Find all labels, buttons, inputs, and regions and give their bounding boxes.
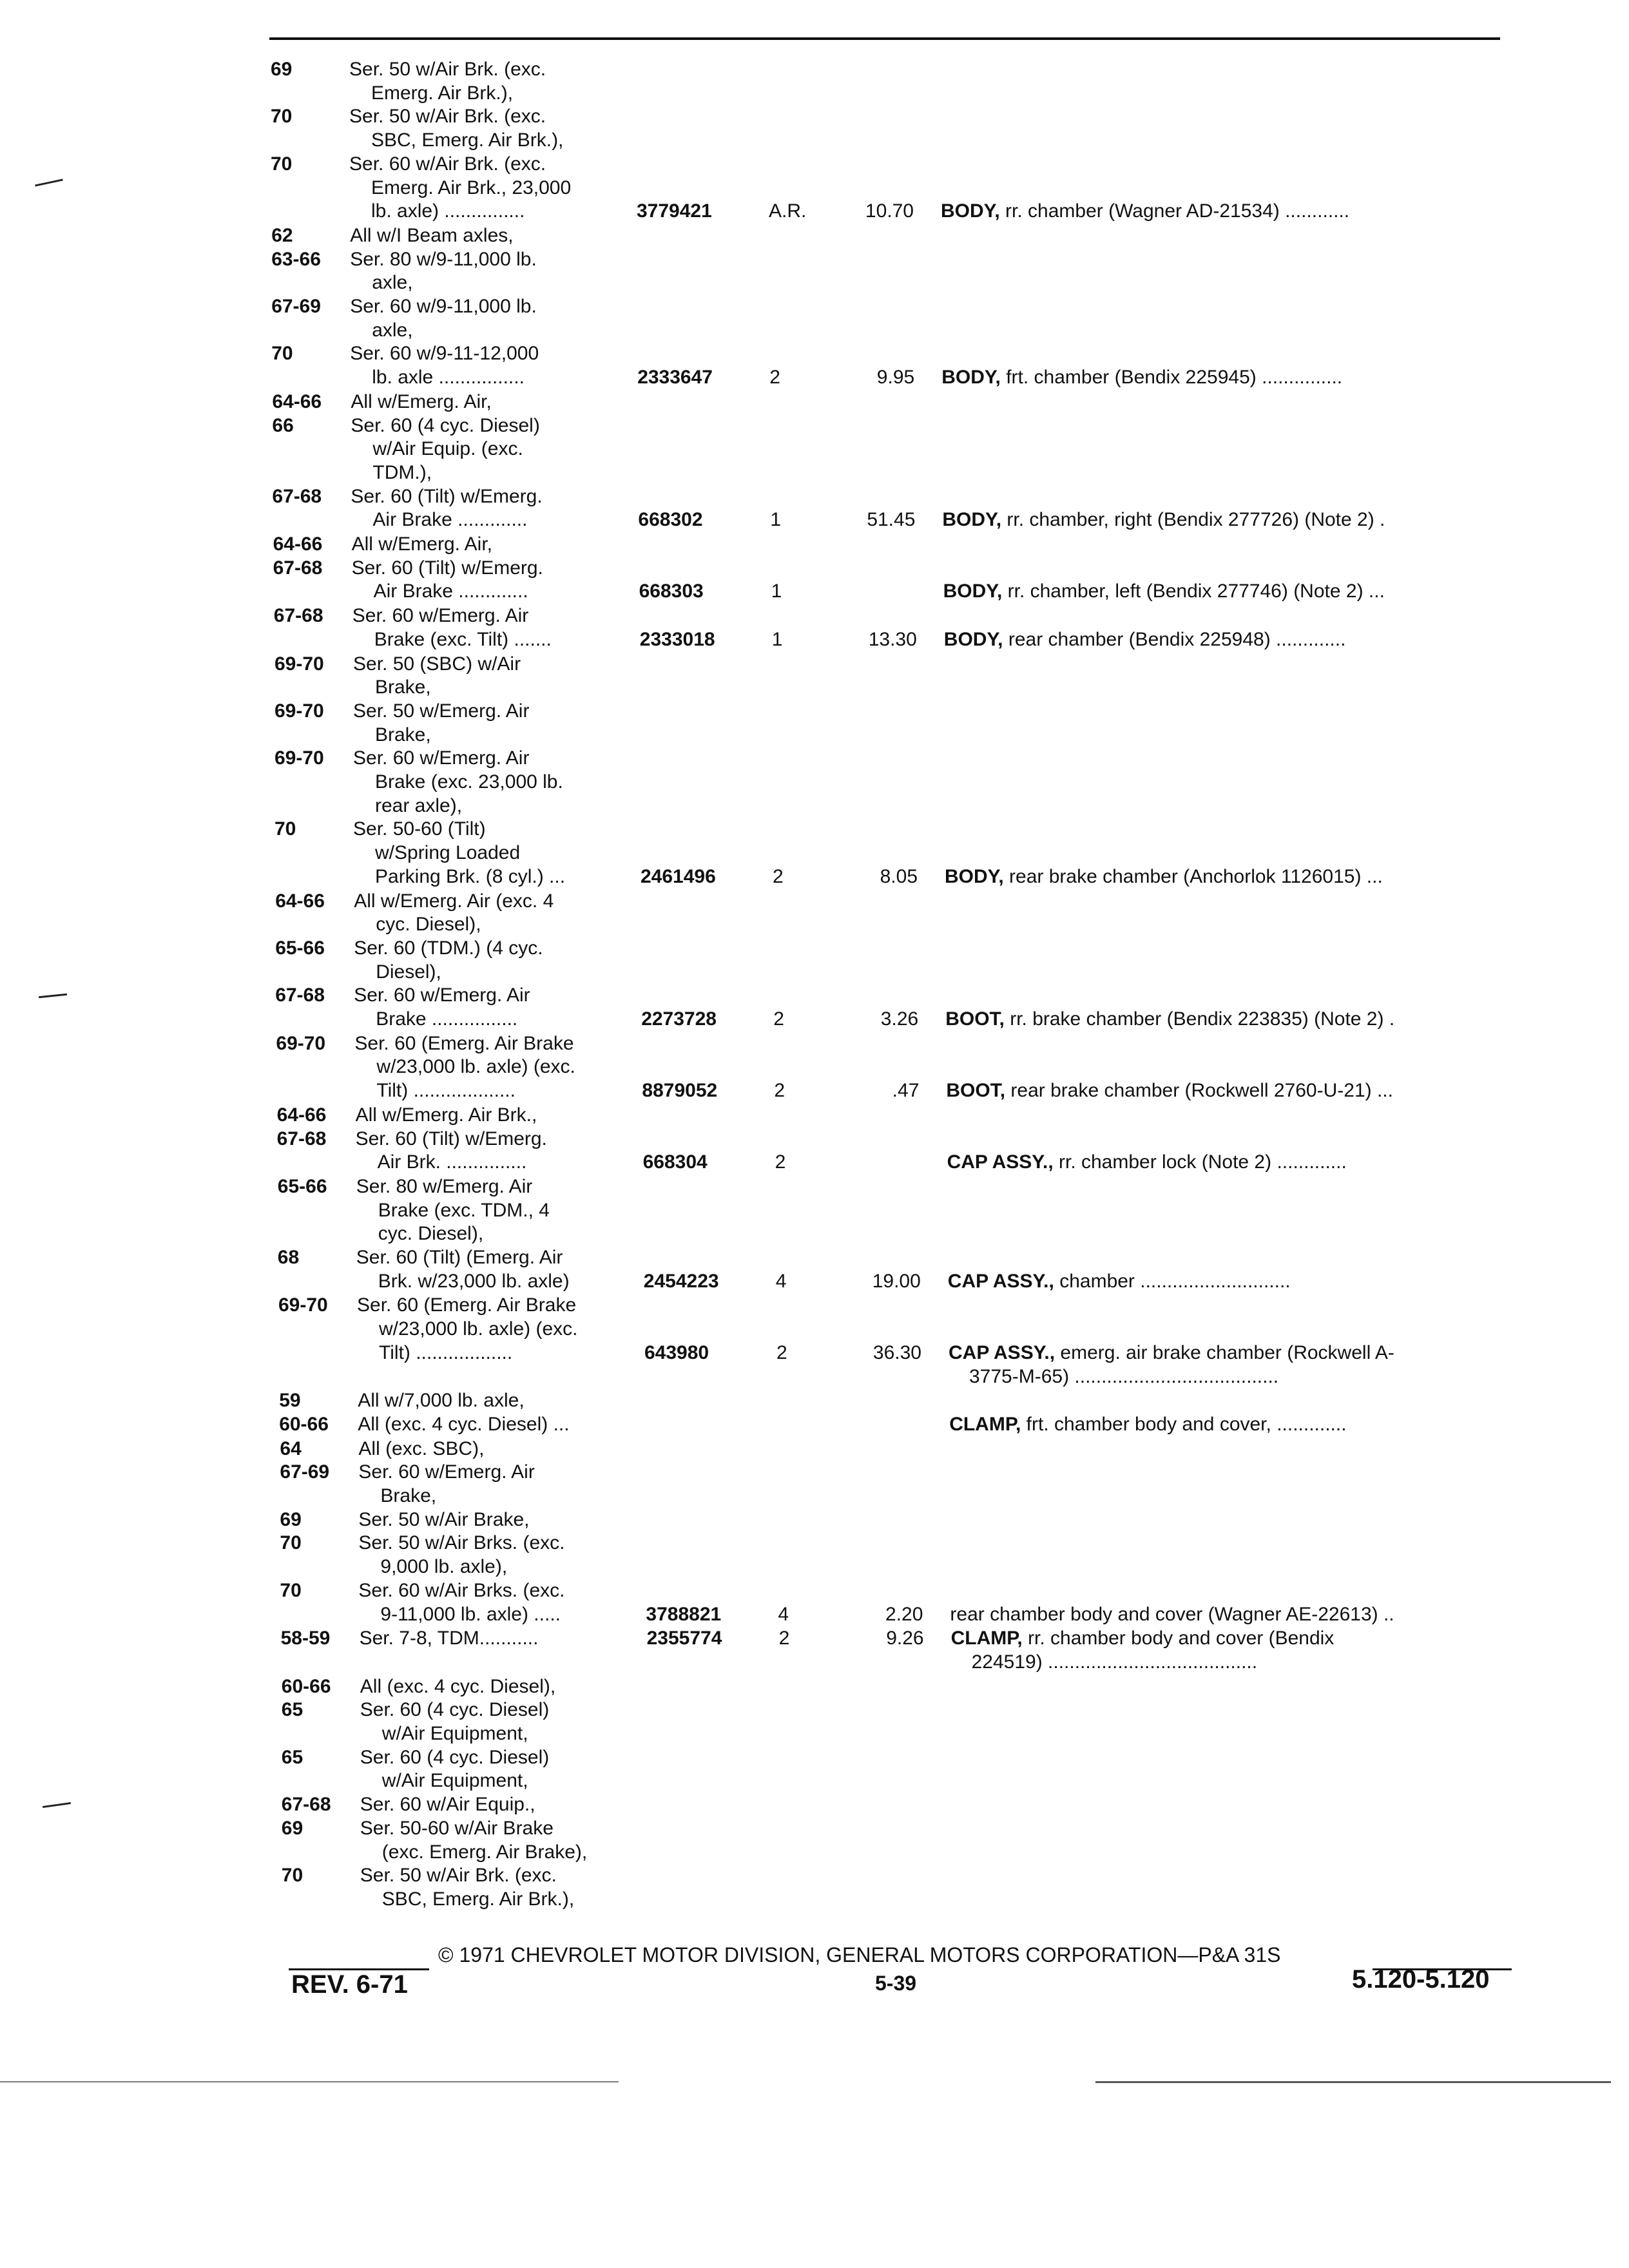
model-year: 64 (280, 1437, 302, 1459)
quantity: A.R. (769, 200, 807, 222)
model-year: 58-59 (280, 1628, 331, 1649)
application-line: w/Air Equipment, (381, 1723, 528, 1744)
part-name: CAP ASSY., (949, 1341, 1055, 1363)
model-year: 65 (281, 1699, 304, 1721)
application-line: Ser. 50 w/Air Brks. (exc. (358, 1532, 565, 1554)
list-price: 8.05 (880, 865, 918, 887)
part-name: BOOT, (946, 1080, 1006, 1102)
application-line: 9,000 lb. axle), (380, 1556, 508, 1578)
application-line: Ser. 60 w/Air Brks. (exc. (358, 1579, 565, 1601)
part-name: CAP ASSY., (947, 1270, 1054, 1292)
application-line: w/23,000 lb. axle) (exc. (379, 1318, 578, 1340)
model-year: 59 (279, 1390, 301, 1412)
quantity: 1 (770, 509, 782, 531)
application-line: Ser. 50 w/Air Brk. (exc. (349, 59, 546, 80)
part-description: emerg. air brake chamber (Rockwell A- (1060, 1341, 1394, 1363)
model-year: 67-68 (272, 485, 322, 507)
margin-mark (35, 178, 63, 186)
model-year: 69-70 (275, 747, 324, 769)
part-description: rear brake chamber (Anchorlok 1126015) ... (1009, 865, 1383, 887)
nomenclature (950, 1603, 1394, 1626)
quantity: 2 (774, 1080, 786, 1102)
part-description: frt. chamber body and cover, ............. (1026, 1413, 1347, 1435)
application-line: Ser. 60 w/Air Brk. (exc. (349, 153, 546, 175)
model-year: 64-66 (275, 890, 325, 912)
list-price: 3.26 (880, 1008, 919, 1030)
application-line: Ser. 80 w/9-11,000 lb. (350, 248, 537, 270)
application-line: All (exc. 4 cyc. Diesel) ... (358, 1413, 570, 1435)
application-line: Ser. 60 (4 cyc. Diesel) (351, 414, 540, 436)
part-name: CAP ASSY., (947, 1151, 1054, 1173)
copyright-line: © 1971 CHEVROLET MOTOR DIVISION, GENERAL MOTORS CORPORATION—P&A 31S (438, 1943, 1281, 1966)
application-line: Tilt) ................... (376, 1080, 516, 1102)
part-description: rr. chamber, right (Bendix 277726) (Note 2) . (1007, 509, 1385, 531)
part-name: BODY, (945, 865, 1004, 887)
page-number: 5-39 (875, 1972, 917, 1995)
model-year: 67-68 (273, 557, 323, 579)
part-description: rr. chamber body and cover (Bendix (1028, 1628, 1335, 1649)
part-name: BODY, (941, 200, 1000, 222)
nomenclature (943, 580, 1385, 603)
application-line: Ser. 50 w/Air Brk. (exc. (349, 106, 546, 128)
model-year: 67-68 (273, 605, 323, 627)
part-number: 3779421 (637, 200, 712, 222)
part-name: BODY, (943, 628, 1003, 650)
part-number: 8879052 (642, 1080, 718, 1102)
nomenclature (949, 1413, 1346, 1436)
nomenclature (951, 1627, 1335, 1650)
model-year: 70 (271, 153, 293, 175)
application-line: Brake, (375, 724, 431, 745)
part-number: 643980 (644, 1341, 709, 1363)
list-price: 13.30 (868, 628, 917, 650)
application-line: axle, (372, 319, 413, 341)
bottom-scan-rule (0, 2081, 619, 2082)
application-line: cyc. Diesel), (378, 1223, 484, 1245)
list-price: 2.20 (885, 1603, 923, 1625)
application-line: Diesel), (376, 961, 441, 983)
application-line: Ser. 60 (4 cyc. Diesel) (360, 1699, 550, 1721)
application-line: Ser. 50-60 (Tilt) (353, 818, 486, 840)
application-line: Ser. 60 (TDM.) (4 cyc. (354, 937, 543, 959)
list-price: 51.45 (867, 509, 916, 531)
nomenclature (948, 1270, 1291, 1293)
application-line: Ser. 60 (Tilt) (Emerg. Air (356, 1247, 563, 1268)
nomenclature (945, 865, 1383, 889)
quantity: 2 (773, 865, 784, 887)
application-line: Ser. 60 w/9-11-12,000 (350, 343, 539, 365)
part-description: rear brake chamber (Rockwell 2760-U-21) ... (1010, 1080, 1393, 1102)
part-description: rr. chamber lock (Note 2) ............. (1059, 1151, 1347, 1173)
application-line: Brake, (380, 1485, 437, 1506)
model-year: 67-68 (276, 1128, 327, 1149)
part-description: frt. chamber (Bendix 225945) ............... (1006, 367, 1343, 389)
application-line: SBC, Emerg. Air Brk.), (371, 130, 564, 151)
model-year: 68 (277, 1247, 300, 1268)
model-year: 67-69 (271, 296, 321, 317)
application-line: axle, (372, 272, 413, 294)
model-year: 70 (280, 1579, 302, 1601)
application-line: Air Brake ............. (372, 509, 528, 531)
application-line: lb. axle) ............... (371, 200, 525, 222)
application-line: TDM.), (372, 461, 432, 483)
model-year: 60-66 (281, 1675, 331, 1697)
nomenclature (949, 1341, 1394, 1365)
list-price: 10.70 (865, 200, 914, 222)
application-line: Ser. 50-60 w/Air Brake (360, 1817, 554, 1839)
part-name: CLAMP, (950, 1628, 1023, 1649)
list-price: 9.95 (876, 367, 915, 389)
model-year: 64-66 (272, 390, 322, 412)
application-line: Ser. 60 (Tilt) w/Emerg. (351, 485, 543, 507)
part-name: BODY, (942, 509, 1002, 531)
margin-mark (43, 1802, 71, 1808)
part-number: 668302 (638, 509, 703, 531)
model-year: 60-66 (279, 1413, 329, 1435)
model-year: 69 (281, 1817, 304, 1839)
application-line: All (exc. SBC), (358, 1437, 485, 1459)
application-line: Air Brake ............. (373, 581, 528, 602)
part-name: BODY, (941, 367, 1001, 389)
application-line: Brake (exc. TDM., 4 (378, 1199, 550, 1221)
model-year: 70 (281, 1865, 304, 1887)
part-description: 3775-M-65) ...................................... (969, 1365, 1279, 1387)
quantity: 2 (778, 1628, 790, 1649)
model-year: 66 (272, 414, 294, 436)
model-year: 64-66 (276, 1104, 327, 1126)
quantity: 2 (775, 1151, 786, 1173)
part-description: rear chamber body and cover (Wagner AE-22613) .. (950, 1603, 1394, 1625)
application-line: Brake, (375, 677, 431, 698)
part-description: rear chamber (Bendix 225948) ............. (1008, 628, 1346, 650)
application-line: Ser. 50 w/Emerg. Air (353, 700, 530, 722)
application-line: Ser. 60 (Tilt) w/Emerg. (355, 1128, 547, 1149)
application-line: Brake ................ (376, 1008, 518, 1030)
model-year: 63-66 (271, 248, 321, 270)
application-line: Ser. 60 w/Emerg. Air (352, 605, 529, 627)
application-line: All w/Emerg. Air, (351, 390, 492, 412)
part-number: 3788821 (646, 1603, 722, 1625)
model-year: 70 (275, 818, 296, 840)
application-line: Ser. 60 w/9-11,000 lb. (350, 296, 537, 317)
application-line: Tilt) .................. (379, 1341, 513, 1363)
model-year: 70 (271, 343, 293, 365)
application-line: All w/Emerg. Air, (351, 533, 492, 555)
application-line: Ser. 60 (4 cyc. Diesel) (360, 1746, 550, 1768)
application-line: 9-11,000 lb. axle) ..... (380, 1603, 561, 1625)
revision-label: REV. 6-71 (291, 1970, 408, 1999)
part-number: 2333018 (639, 628, 715, 650)
application-line: SBC, Emerg. Air Brk.), (381, 1888, 575, 1910)
part-description: rr. chamber (Wagner AD-21534) ............ (1005, 200, 1350, 222)
part-description: rr. chamber, left (Bendix 277746) (Note 2) ... (1007, 581, 1385, 602)
application-line: w/Air Equip. (exc. (372, 438, 523, 460)
model-year: 62 (271, 224, 293, 246)
application-line: Ser. 50 w/Air Brake, (358, 1508, 530, 1530)
application-line: Ser. 60 (Tilt) w/Emerg. (351, 557, 543, 579)
application-line: All w/Emerg. Air Brk., (355, 1104, 537, 1126)
part-name: BODY, (943, 581, 1003, 602)
part-name: BOOT, (945, 1008, 1005, 1030)
nomenclature (947, 1151, 1347, 1174)
part-number: 2454223 (643, 1270, 719, 1292)
application-line: Ser. 60 (Emerg. Air Brake (354, 1032, 574, 1054)
model-year: 69-70 (276, 1032, 326, 1054)
model-year: 69 (280, 1508, 302, 1530)
part-number: 668303 (639, 581, 704, 602)
application-line: Ser. 7-8, TDM........... (359, 1628, 539, 1649)
nomenclature (944, 628, 1346, 651)
quantity: 2 (769, 367, 780, 389)
model-year: 67-68 (281, 1794, 331, 1816)
application-line: Ser. 60 w/Emerg. Air (358, 1461, 535, 1483)
model-year: 67-69 (280, 1461, 330, 1483)
application-line: cyc. Diesel), (376, 914, 481, 936)
list-price: .47 (892, 1080, 920, 1102)
application-line: Brake (exc. Tilt) ....... (374, 628, 552, 650)
part-description: chamber ............................ (1059, 1270, 1291, 1292)
model-year: 65 (281, 1746, 304, 1768)
application-line: (exc. Emerg. Air Brake), (381, 1841, 588, 1863)
model-year: 70 (280, 1532, 302, 1554)
part-number: 668304 (642, 1151, 708, 1173)
margin-mark (39, 994, 67, 999)
part-number: 2355774 (646, 1628, 722, 1649)
model-year: 64-66 (273, 533, 323, 555)
application-line: w/23,000 lb. axle) (exc. (376, 1056, 575, 1078)
application-line: All w/I Beam axles, (350, 224, 514, 246)
quantity: 1 (771, 581, 782, 602)
application-line: Emerg. Air Brk., 23,000 (371, 177, 572, 198)
application-line: Ser. 60 w/Emerg. Air (353, 747, 530, 769)
part-number: 2461496 (641, 865, 716, 887)
nomenclature (946, 1079, 1393, 1102)
part-number: 2333647 (637, 367, 713, 389)
application-line: w/Spring Loaded (375, 842, 521, 864)
application-line: Ser. 60 (Emerg. Air Brake (357, 1294, 577, 1316)
application-line: Ser. 80 w/Emerg. Air (356, 1175, 533, 1197)
application-line: Ser. 60 w/Emerg. Air (354, 985, 530, 1006)
model-year: 70 (271, 106, 293, 128)
application-line: lb. axle ................ (372, 367, 525, 389)
bottom-scan-rule (1095, 2081, 1611, 2083)
application-line: All w/7,000 lb. axle, (358, 1390, 525, 1412)
model-year: 69-70 (278, 1294, 328, 1316)
quantity: 2 (776, 1341, 787, 1363)
quantity: 4 (775, 1270, 787, 1292)
model-year: 69 (271, 59, 293, 80)
application-line: Emerg. Air Brk.), (371, 82, 514, 104)
part-description: rr. brake chamber (Bendix 223835) (Note 2) . (1010, 1008, 1395, 1030)
model-year: 65-66 (275, 937, 325, 959)
model-year: 67-68 (275, 985, 325, 1006)
application-line: w/Air Equipment, (381, 1770, 528, 1792)
nomenclature (942, 508, 1385, 532)
model-year: 65-66 (277, 1175, 327, 1197)
top-rule (269, 37, 1500, 40)
model-year: 69-70 (275, 700, 324, 722)
section-number: 5.120-5.120 (1352, 1965, 1490, 1994)
part-description: 224519) ....................................... (971, 1651, 1258, 1673)
nomenclature (941, 200, 1349, 223)
quantity: 2 (773, 1008, 784, 1030)
application-line: All (exc. 4 cyc. Diesel), (360, 1675, 556, 1697)
quantity: 4 (778, 1603, 789, 1625)
nomenclature (945, 1008, 1394, 1031)
nomenclature (941, 366, 1342, 389)
application-line: Brk. w/23,000 lb. axle) (378, 1270, 570, 1292)
list-price: 19.00 (872, 1270, 921, 1292)
part-name: CLAMP, (949, 1413, 1021, 1435)
application-line: Ser. 60 w/Air Equip., (360, 1794, 535, 1816)
application-line: Parking Brk. (8 cyl.) ... (375, 865, 566, 887)
application-line: rear axle), (375, 794, 463, 816)
quantity: 1 (771, 628, 783, 650)
application-line: Ser. 50 (SBC) w/Air (353, 653, 521, 675)
application-line: All w/Emerg. Air (exc. 4 (354, 890, 554, 912)
application-line: Air Brk. ............... (377, 1151, 527, 1173)
part-number: 2273728 (641, 1008, 717, 1030)
list-price: 9.26 (886, 1628, 924, 1649)
application-line: Brake (exc. 23,000 lb. (375, 771, 563, 793)
model-year: 69-70 (275, 653, 324, 675)
list-price: 36.30 (872, 1341, 921, 1363)
application-line: Ser. 50 w/Air Brk. (exc. (360, 1865, 557, 1887)
